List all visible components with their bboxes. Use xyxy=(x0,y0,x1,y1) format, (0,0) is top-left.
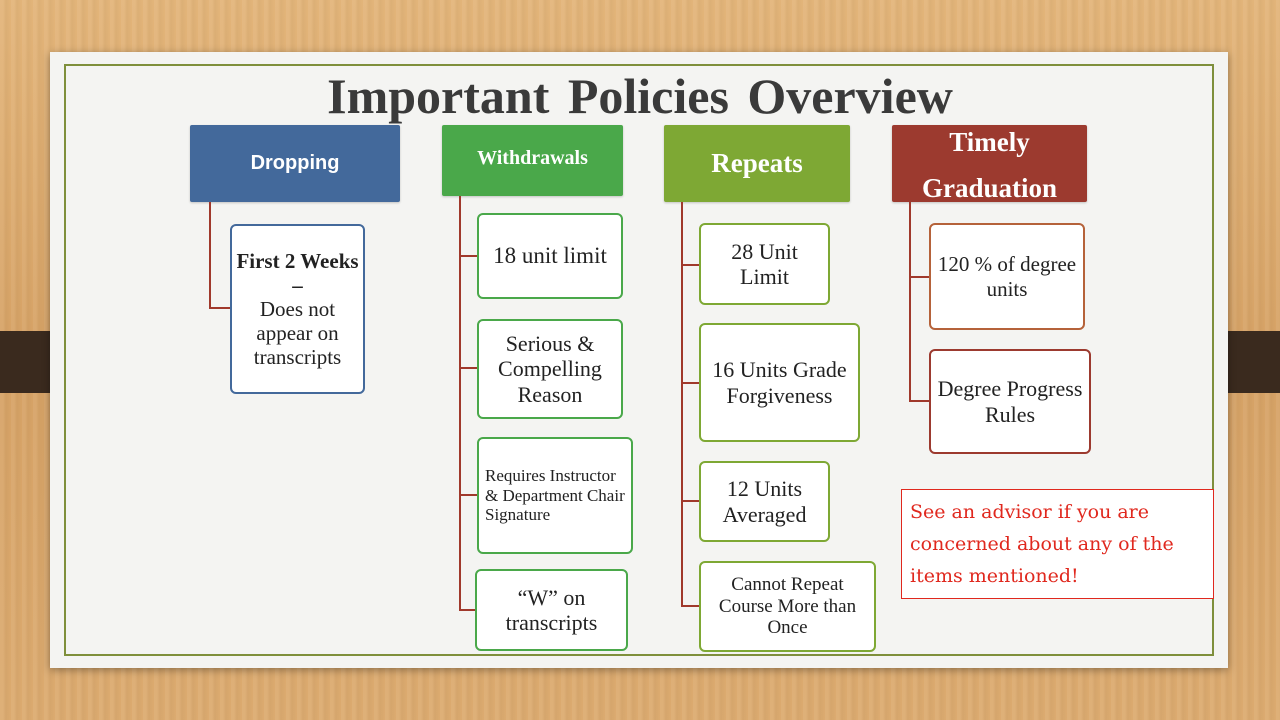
withdrawals-item-text: Serious & Compelling Reason xyxy=(498,331,602,407)
withdrawals-item-text: “W” on transcripts xyxy=(505,584,598,635)
connector xyxy=(681,500,700,502)
connector xyxy=(681,202,683,607)
repeats-item-text: 12 Units Averaged xyxy=(722,476,807,527)
connector xyxy=(459,609,476,611)
repeats-item xyxy=(699,223,830,305)
withdrawals-item-text: Requires Instructor & Department Chair Signature xyxy=(485,466,625,525)
withdrawals-item xyxy=(477,213,623,299)
dropping-item-text: Does not appear on transcripts xyxy=(253,296,342,370)
timely-item xyxy=(929,223,1085,330)
advisor-note: See an advisor if you are concerned about any of the items mentioned! xyxy=(901,489,1214,599)
repeats-item xyxy=(699,461,830,542)
connector xyxy=(459,494,478,496)
header-withdrawals xyxy=(442,125,623,196)
repeats-item-text: Cannot Repeat Course More than Once xyxy=(718,573,857,639)
connector xyxy=(459,255,478,257)
timely-item-text: Degree Progress Rules xyxy=(937,376,1083,427)
page-title: Important Policies Overview xyxy=(327,68,953,124)
connector xyxy=(459,196,461,611)
connector xyxy=(681,382,700,384)
repeats-item-text: 16 Units Grade Forgiveness xyxy=(712,357,847,408)
connector xyxy=(909,202,911,402)
connector xyxy=(681,605,700,607)
connector xyxy=(459,367,478,369)
timely-item xyxy=(929,349,1091,454)
withdrawals-item-text: 18 unit limit xyxy=(493,243,607,269)
connector xyxy=(209,307,231,309)
dropping-item xyxy=(230,224,365,394)
header-repeats xyxy=(664,125,850,202)
header-withdrawals-label: Withdrawals xyxy=(477,147,588,169)
header-dropping-label: Dropping xyxy=(250,152,340,174)
withdrawals-item xyxy=(477,437,633,554)
connector xyxy=(681,264,700,266)
connector xyxy=(909,400,930,402)
header-timely-graduation xyxy=(892,125,1087,202)
repeats-item xyxy=(699,561,876,652)
header-timely-line2: Graduation xyxy=(921,173,1058,203)
header-repeats-label: Repeats xyxy=(711,148,803,178)
repeats-item-text: 28 Unit Limit xyxy=(731,238,798,289)
connector xyxy=(909,276,930,278)
withdrawals-item xyxy=(475,569,628,651)
withdrawals-item xyxy=(477,319,623,419)
dropping-item-bold: First 2 Weeks – xyxy=(236,248,359,297)
header-timely-line1: Timely xyxy=(949,127,1030,157)
connector xyxy=(209,202,211,309)
repeats-item xyxy=(699,323,860,442)
timely-item-text: 120 % of degree units xyxy=(937,252,1077,301)
header-dropping xyxy=(190,125,400,202)
